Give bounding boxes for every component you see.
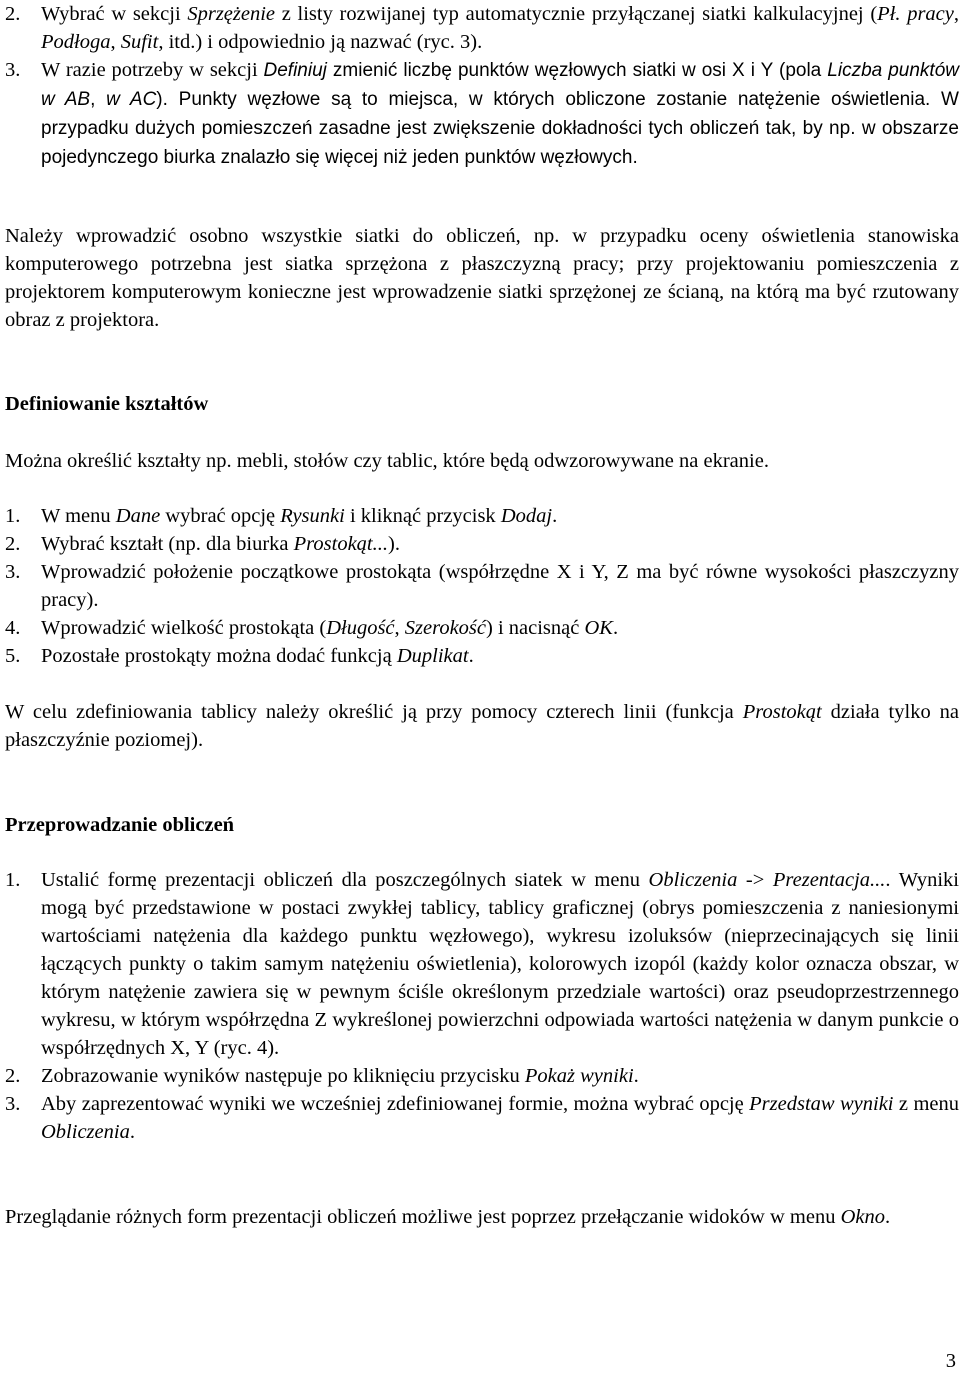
list-item-number: 5. [5,645,21,667]
text-run: Pozostałe prostokąty można dodać funkcją [41,645,397,667]
text-run: Wprowadzić wielkość prostokąta ( [41,617,327,639]
text-run: W menu [41,505,116,527]
italic-text: Prostokąt [742,701,822,723]
list-item-text [41,0,959,56]
text-run: . [633,1065,639,1087]
italic-text: Przedstaw wyniki [749,1093,894,1115]
text-run: działa tylko na płaszczyźnie poziomej). [5,701,959,751]
paragraph-ksztalty: Można określić kształty np. mebli, stołów czy tablic, które będą odwzorowywane na ekranie. [5,450,769,472]
text-run: i kliknąć przycisk [344,505,501,527]
list-item-number: 4. [5,617,21,639]
list-item-number: 1. [5,505,21,527]
italic-text: Dodaj [500,505,553,527]
text-run: . [884,1206,891,1228]
italic-text: Dane [115,505,161,527]
list-item [5,502,959,530]
text-run: z menu [893,1093,959,1115]
list-item-number: 2. [5,1065,21,1087]
text-run: -> [737,869,773,891]
list-item [5,1062,959,1090]
italic-text: Definiuj [263,60,327,81]
italic-text: Obliczenia [41,1121,130,1143]
list-item-text [41,1090,959,1146]
paragraph-okno [5,1203,959,1231]
list-item-number: 2. [5,3,21,25]
text-run: ) i nacisnąć [486,617,585,639]
list-item-text [41,1062,959,1090]
italic-text: Prostokąt... [293,533,388,555]
text-run: wybrać opcję [160,505,281,527]
list-item [5,614,959,642]
list-item-text [41,502,959,530]
list-item-number: 3. [5,561,21,583]
text-run: Przeglądanie różnych form prezentacji obliczeń możliwe jest poprzez przełączanie widoków w menu [5,1206,841,1228]
italic-text: Szerokość [404,617,487,639]
italic-text: OK [584,617,613,639]
list-item-number: 1. [5,869,21,891]
text-run: , itd.) i odpowiednio ją nazwać (ryc. 3). [158,31,483,53]
text-run: . Wyniki mogą być przedstawione w postaci zwykłej tablicy, tablicy graficznej (obrys pomieszczenia z naniesionymi wartościami natężenia dla każdego punktu węzłowego), wykresu izoluksów (nieprzecinających się linii łączących punkty o takim samym natężeniu oświetlenia), kolorowych izopól (każdy kolor oznacza obszar, w którym natężenie zawiera się w pewnym ściśle określonym przedziale wartości) oraz pseudoprzestrzennego wykresu, w którym współrzędna Z wykreślonej powierzchni odpowiada wartości natężenia w danym punkcie o współrzędnych X, Y (ryc. 4). [41,869,959,1059]
text-run: ). Punkty węzłowe są to miejsca, w których obliczone zostanie natężenie oświetlenia. W przypadku dużych pomieszczeń zasadne jest zwiększenie dokładności tych obliczeń tak, by np. w obszarze pojedynczego biurka znalazło się więcej niż jeden punktów węzłowych. [41,89,959,168]
text-run: ). [388,533,400,555]
text-run: z listy rozwijanej typ automatycznie przyłączanej siatki kalkulacyjnej ( [275,3,878,25]
list-item-text [41,56,959,172]
list-item-text [41,530,959,558]
text-run: Wybrać w sekcji [41,3,188,25]
text-run: Aby zaprezentować wyniki we wcześniej zdefiniowanej formie, można wybrać opcję [41,1093,750,1115]
italic-text: Sufit [120,31,159,53]
italic-text: Obliczenia [648,869,738,891]
text-run: . [129,1121,135,1143]
text-run: Zobrazowanie wyników następuje po kliknięciu przycisku [41,1065,525,1087]
list-item-text [41,866,959,1062]
italic-text: Duplikat [396,645,469,667]
section-heading: Przeprowadzanie obliczeń [5,814,235,836]
paragraph-siatki: Należy wprowadzić osobno wszystkie siatki do obliczeń, np. w przypadku oceny oświetlenia stanowiska komputerowego potrzebna jest siatka sprzężona z płaszczyzną pracy; przy projektowaniu pomieszczenia z projektorem komputerowym konieczne jest wprowadzenie siatki sprzężonej ze ścianą, na którą ma być rzutowany obraz z projektora. [5,225,959,331]
list-obliczenia [5,866,959,1146]
text-run: . [552,505,558,527]
list-item [5,56,959,172]
list-item [5,0,959,56]
list-siatki [5,0,959,172]
paragraph-tablice [5,698,959,754]
text-run: , [110,31,121,53]
list-item-text [41,558,959,614]
italic-text: Liczba punktów w AB [41,60,959,110]
list-item-text [41,614,959,642]
list-item-number: 2. [5,533,21,555]
text-run: , [953,3,959,25]
italic-text: w AC [106,89,157,110]
list-item [5,642,959,670]
text-run: , [394,617,405,639]
italic-text: Pł. pracy [877,3,954,25]
italic-text: Pokaż wyniki [524,1065,634,1087]
italic-text: Rysunki [280,505,345,527]
list-item [5,530,959,558]
text-run: W razie potrzeby w sekcji [41,59,264,81]
italic-text: Podłoga [41,31,111,53]
page-number: 3 [945,1350,956,1372]
list-item-text [41,642,959,670]
text-run: , [90,89,107,110]
text-run: . [468,645,474,667]
list-item [5,1090,959,1146]
italic-text: Okno [840,1206,885,1228]
list-item [5,558,959,614]
text-run: Wprowadzić położenie początkowe prostokąta (współrzędne X i Y, Z ma być równe wysokości płaszczyzny pracy). [41,561,959,611]
italic-text: Sprzężenie [187,3,276,25]
list-item [5,866,959,1062]
text-run: Wybrać kształt (np. dla biurka [41,533,294,555]
text-run: Ustalić formę prezentacji obliczeń dla poszczególnych siatek w menu [41,869,649,891]
list-item-number: 3. [5,1093,21,1115]
italic-text: Prezentacja... [772,869,886,891]
text-run: W celu zdefiniowania tablicy należy określić ją przy pomocy czterech linii (funkcja [5,701,743,723]
list-ksztalty [5,502,959,670]
italic-text: Długość [326,617,395,639]
section-heading: Definiowanie kształtów [5,393,209,415]
list-item-number: 3. [5,59,21,81]
text-run: . [612,617,619,639]
text-run: zmienić liczbę punktów węzłowych siatki w osi X i Y (pola [326,60,828,81]
